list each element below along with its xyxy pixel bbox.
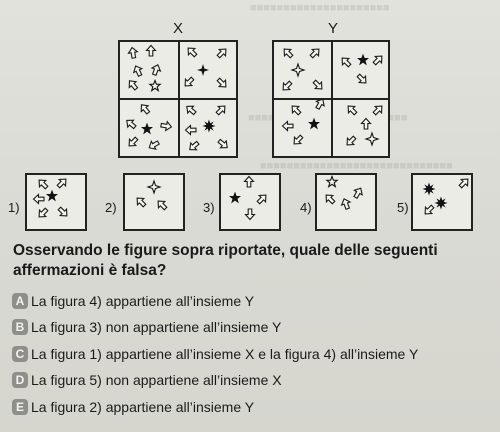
arrow-icon (160, 121, 172, 132)
answer-c[interactable] (12, 343, 418, 365)
option-2-number: 2) (105, 200, 117, 215)
arrow-icon (124, 117, 138, 131)
bleed-through-text: ■■■■■■■■■■■■■■■■■■■■■■■■■■■■■ (260, 160, 453, 172)
arrow-icon (340, 197, 352, 210)
star-icon (47, 191, 57, 201)
arrow-icon (422, 203, 436, 217)
star-icon (142, 124, 152, 134)
four-point-star-icon (197, 64, 209, 76)
answer-text: La figura 5) non appartiene all’insieme X (31, 372, 282, 388)
outline-star-icon (150, 81, 160, 91)
arrow-icon (255, 192, 269, 206)
set-x-label: X (173, 20, 184, 37)
arrow-icon (352, 186, 365, 200)
answer-text: La figura 2) appartiene all’insieme Y (31, 399, 255, 415)
arrow-icon (36, 206, 50, 220)
burst-icon (423, 183, 436, 196)
arrow-icon (280, 79, 294, 93)
arrow-icon (283, 122, 294, 131)
answer-letter-badge: D (12, 372, 28, 388)
option-3-number: 3) (203, 200, 215, 215)
bleed-through-text: ■■■■■■■■■■■■■■■■■■■■■ (250, 2, 390, 14)
star-icon (358, 55, 368, 65)
arrow-icon (457, 176, 471, 190)
outline-star-icon (327, 177, 337, 187)
arrow-icon (36, 177, 50, 191)
arrow-icon (132, 64, 145, 77)
arrow-icon (246, 209, 255, 220)
arrow-icon (323, 192, 337, 206)
arrow-icon (184, 103, 198, 117)
arrow-icon (245, 177, 254, 188)
arrow-icon (147, 139, 161, 152)
arrow-icon (371, 53, 385, 67)
answer-a[interactable] (12, 290, 254, 312)
arrow-icon (185, 45, 199, 59)
answer-e[interactable] (12, 396, 254, 418)
arrow-icon (339, 55, 353, 69)
arrow-icon (138, 102, 152, 116)
arrow-icon (182, 75, 196, 89)
option-4-number: 4) (300, 200, 312, 215)
arrow-icon (344, 134, 358, 148)
arrow-icon (215, 76, 229, 90)
arrow-icon (216, 137, 230, 151)
arrow-icon (186, 126, 197, 135)
outline-four-point-star-icon (366, 133, 378, 145)
arrow-icon (281, 46, 295, 60)
answer-text: La figura 4) appartiene all’insieme Y (31, 293, 255, 309)
burst-icon (203, 120, 216, 133)
arrow-icon (147, 46, 156, 57)
question-text: Osservando le figure sopra riportate, quale delle seguenti affermazioni è falsa? (13, 242, 438, 279)
answer-text: La figura 3) non appartiene all’insieme Y (31, 319, 282, 335)
arrow-icon (126, 78, 140, 92)
answer-b[interactable] (12, 316, 281, 338)
arrow-icon (362, 119, 371, 130)
arrow-icon (126, 135, 140, 149)
answer-letter-badge: C (12, 346, 28, 362)
arrow-icon (291, 133, 305, 147)
option-5-number: 5) (397, 200, 409, 215)
arrow-icon (34, 195, 45, 204)
arrow-icon (345, 103, 359, 117)
answer-letter-badge: A (12, 293, 28, 309)
outline-four-point-star-icon (148, 181, 160, 193)
arrow-icon (371, 103, 385, 117)
star-icon (230, 193, 240, 203)
answer-d[interactable] (12, 369, 282, 391)
arrow-icon (155, 198, 169, 212)
answer-text: La figura 1) appartiene all’insieme X e la figura 4) all’insieme Y (31, 346, 419, 362)
arrow-icon (289, 103, 303, 117)
arrow-icon (355, 72, 369, 86)
outline-four-point-star-icon (292, 64, 304, 76)
burst-icon (435, 197, 448, 210)
answer-letter-badge: E (12, 399, 28, 415)
arrow-icon (308, 46, 322, 60)
set-y-label: Y (328, 20, 339, 37)
answer-letter-badge: B (12, 319, 28, 335)
option-1-number: 1) (8, 200, 20, 215)
arrow-icon (214, 103, 228, 117)
arrow-icon (187, 139, 201, 153)
arrow-icon (314, 97, 327, 111)
arrow-icon (134, 195, 148, 209)
arrow-icon (56, 205, 70, 219)
arrow-icon (150, 63, 162, 76)
arrow-icon (311, 78, 325, 92)
star-icon (309, 119, 319, 129)
arrow-icon (215, 46, 229, 60)
arrow-icon (128, 47, 139, 59)
arrow-icon (55, 176, 69, 190)
